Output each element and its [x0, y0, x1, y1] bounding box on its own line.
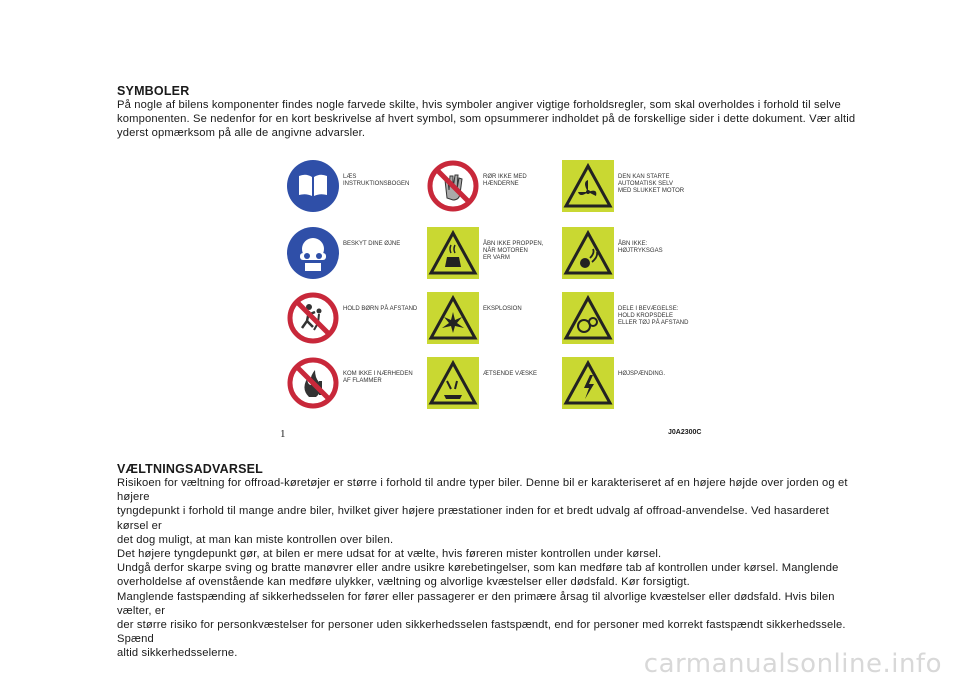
paragraph-line: yderst opmærksom på alle de angivne advarsler.: [117, 127, 366, 140]
paragraph-line: På nogle af bilens komponenter findes nogle farvede skilte, hvis symboler angiver vigtige forholdsregler, som skal overholdes i forhold til selve: [117, 99, 841, 111]
symbols-intro-paragraph: [117, 98, 857, 141]
symbol-book: [285, 158, 423, 218]
symbol-label: HOLD BØRN PÅ AFSTAND: [343, 306, 418, 312]
rollover-paragraph: [117, 476, 857, 661]
symbol-label: KOM IKKE I NÆRHEDEN AF FLAMMER: [343, 371, 413, 384]
child-icon: [285, 290, 341, 346]
corrosive-icon: [425, 355, 481, 411]
symbol-label: LÆS INSTRUKTIONSBOGEN: [343, 174, 410, 187]
watermark: carmanualsonline.info: [643, 649, 942, 679]
book-icon: [285, 158, 341, 214]
symbol-explosion: [425, 290, 563, 350]
symbol-hot-cap: [425, 225, 563, 285]
symbol-hand: [425, 158, 563, 218]
symbol-label: ÅBN IKKE: HØJTRYKSGAS: [618, 241, 663, 254]
symbol-pressure: [560, 225, 698, 285]
symbol-label: RØR IKKE MED HÆNDERNE: [483, 174, 527, 187]
goggles-icon: [285, 225, 341, 281]
paragraph-line: Manglende fastspænding af sikkerhedsselen for fører eller passagerer er den primære årsag til alvorlige kvæstelser eller dødsfald. Hvis bilen vælter, er: [117, 590, 835, 617]
section-title-rollover: VÆLTNINGSADVARSEL: [117, 462, 263, 476]
pressure-icon: [560, 225, 616, 281]
paragraph-line: overholdelse af ovenstående kan medføre ulykker, væltning og alvorlige kvæstelser eller dødsfald. Kør forsigtigt.: [117, 576, 690, 589]
safety-symbols-figure: [285, 155, 705, 435]
figure-number: 1: [280, 428, 286, 440]
symbol-child: [285, 290, 423, 350]
paragraph-line: komponenten. Se nedenfor for en kort beskrivelse af hvert symbol, som opsummerer indholdet på de forskellige sider i dette dokument. Vær altid: [117, 113, 856, 126]
paragraph-line: tyngdepunkt i forhold til mange andre biler, hvilket giver højere præstationer inden for et bredt udvalg af offroad-anvendelse. Ved hasarderet kørsel er: [117, 505, 830, 532]
symbol-fan: [560, 158, 698, 218]
flame-icon: [285, 355, 341, 411]
paragraph-line: Det højere tyngdepunkt gør, at bilen er mere udsat for at vælte, hvis føreren mister kontrollen under kørsel.: [117, 548, 662, 561]
symbol-goggles: [285, 225, 423, 285]
paragraph-line: Risikoen for væltning for offroad-køretøjer er større i forhold til andre typer biler. Denne bil er karakteriseret af en højere højde over jorden og et højere: [117, 477, 848, 504]
paragraph-line: det dog muligt, at man kan miste kontrollen over bilen.: [117, 533, 394, 546]
explosion-icon: [425, 290, 481, 346]
high-voltage-icon: [560, 355, 616, 411]
paragraph-line: Undgå derfor skarpe sving og bratte manøvrer eller andre usikre kørebetingelser, som kan medføre tab af kontrollen under kørsel. Manglende: [117, 562, 839, 575]
symbol-label: ÆTSENDE VÆSKE: [483, 371, 538, 377]
paragraph-line: der større risiko for personkvæstelser for personer uden sikkerhedsselen fastspændt, end for personer med korrekt fastspændt sikkerhedssele. Spænd: [117, 619, 846, 646]
section-title-symbols: SYMBOLER: [117, 84, 190, 98]
fan-icon: [560, 158, 616, 214]
symbol-corrosive: [425, 355, 563, 415]
symbol-label: DEN KAN STARTE AUTOMATISK SELV MED SLUKKET MOTOR: [618, 174, 685, 194]
symbol-high-voltage: [560, 355, 698, 415]
hand-icon: [425, 158, 481, 214]
paragraph-line: altid sikkerhedsselerne.: [117, 647, 238, 660]
symbol-label: HØJSPÆNDING.: [618, 371, 666, 377]
symbol-label: DELE I BEVÆGELSE: HOLD KROPSDELE ELLER TØJ PÅ AFSTAND: [618, 306, 689, 326]
hot-cap-icon: [425, 225, 481, 281]
symbol-flame: [285, 355, 423, 415]
symbol-label: BESKYT DINE ØJNE: [343, 241, 401, 247]
symbol-label: ÅBN IKKE PROPPEN, NÅR MOTOREN ER VARM: [483, 241, 544, 261]
moving-parts-icon: [560, 290, 616, 346]
symbol-label: EKSPLOSION: [483, 306, 522, 312]
figure-code: J0A2300C: [668, 429, 702, 436]
symbol-moving-parts: [560, 290, 698, 350]
